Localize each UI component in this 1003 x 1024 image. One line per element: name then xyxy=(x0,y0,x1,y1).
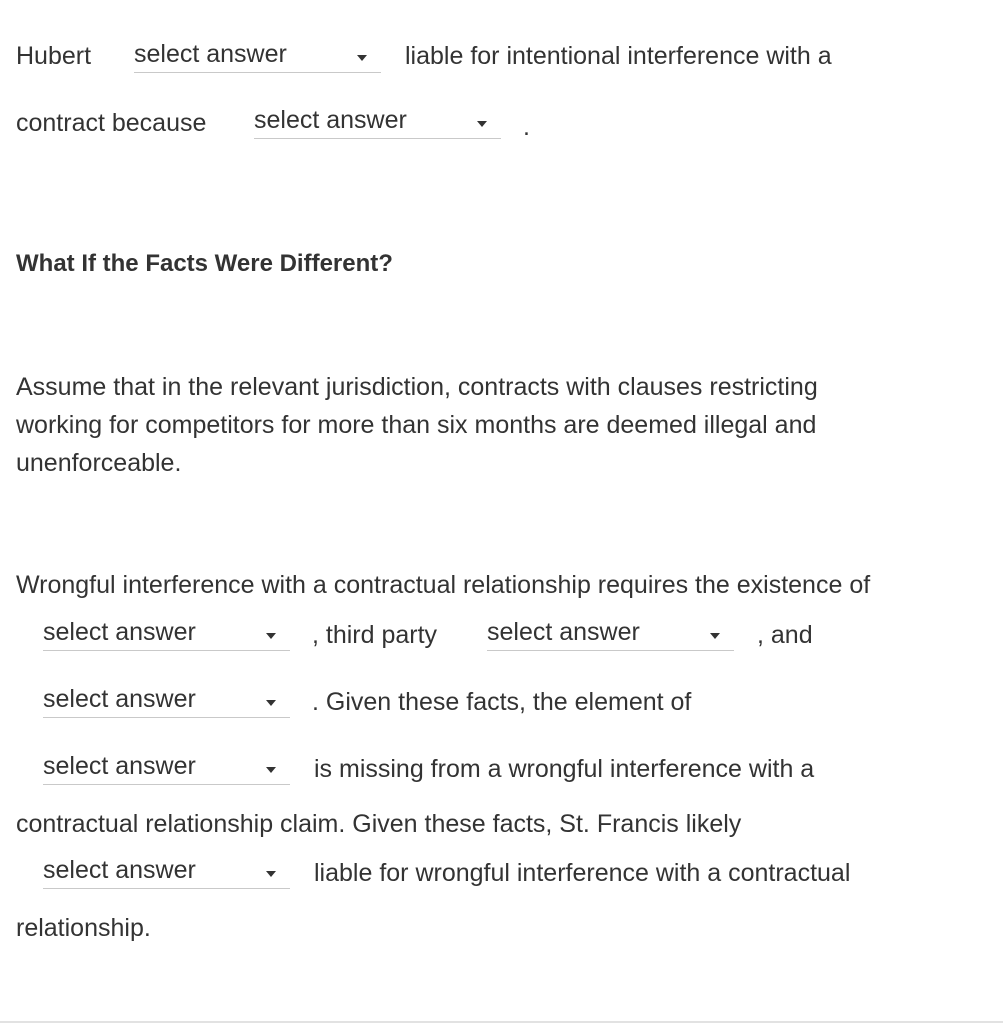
chevron-down-icon xyxy=(266,633,276,639)
select-placeholder: select answer xyxy=(43,618,196,646)
answer-select-missing-element[interactable] xyxy=(43,751,290,785)
text-contract-because: contract because xyxy=(16,109,207,137)
text-liable-contractual: liable for wrongful interference with a contractual xyxy=(314,859,851,887)
text-liable-intentional: liable for intentional interference with a xyxy=(405,42,832,70)
select-placeholder: select answer xyxy=(43,752,196,780)
text-and: , and xyxy=(757,621,813,649)
chevron-down-icon xyxy=(266,767,276,773)
chevron-down-icon xyxy=(477,121,487,127)
answer-select-element-3[interactable] xyxy=(43,684,290,718)
section-heading: What If the Facts Were Different? xyxy=(16,250,393,277)
chevron-down-icon xyxy=(266,700,276,706)
answer-select-element-2[interactable] xyxy=(487,617,734,651)
assumption-line-2: working for competitors for more than six months are deemed illegal and xyxy=(16,411,817,439)
select-placeholder: select answer xyxy=(43,856,196,884)
text-given-element: . Given these facts, the element of xyxy=(312,688,692,716)
answer-select-element-1[interactable] xyxy=(43,617,290,651)
assumption-line-3: unenforceable. xyxy=(16,449,182,477)
text-period: . xyxy=(523,113,530,141)
text-third-party: , third party xyxy=(312,621,438,649)
chevron-down-icon xyxy=(266,871,276,877)
text-is-missing: is missing from a wrongful interference with a xyxy=(314,755,815,783)
select-placeholder: select answer xyxy=(487,618,640,646)
text-relationship: relationship. xyxy=(16,914,151,942)
chevron-down-icon xyxy=(357,55,367,61)
answer-select-st-francis-liability[interactable] xyxy=(43,855,290,889)
chevron-down-icon xyxy=(710,633,720,639)
text-claim-line: contractual relationship claim. Given these facts, St. Francis likely xyxy=(16,810,742,838)
assumption-line-1: Assume that in the relevant jurisdiction, contracts with clauses restricting xyxy=(16,373,818,401)
select-placeholder: select answer xyxy=(134,40,287,68)
answer-select-because[interactable] xyxy=(254,105,501,139)
select-placeholder: select answer xyxy=(254,106,407,134)
divider xyxy=(0,1021,1003,1023)
select-placeholder: select answer xyxy=(43,685,196,713)
text-requires-existence: Wrongful interference with a contractual relationship requires the existence of xyxy=(16,571,871,599)
answer-select-hubert-liability[interactable] xyxy=(134,39,381,73)
text-hubert: Hubert xyxy=(16,42,92,70)
